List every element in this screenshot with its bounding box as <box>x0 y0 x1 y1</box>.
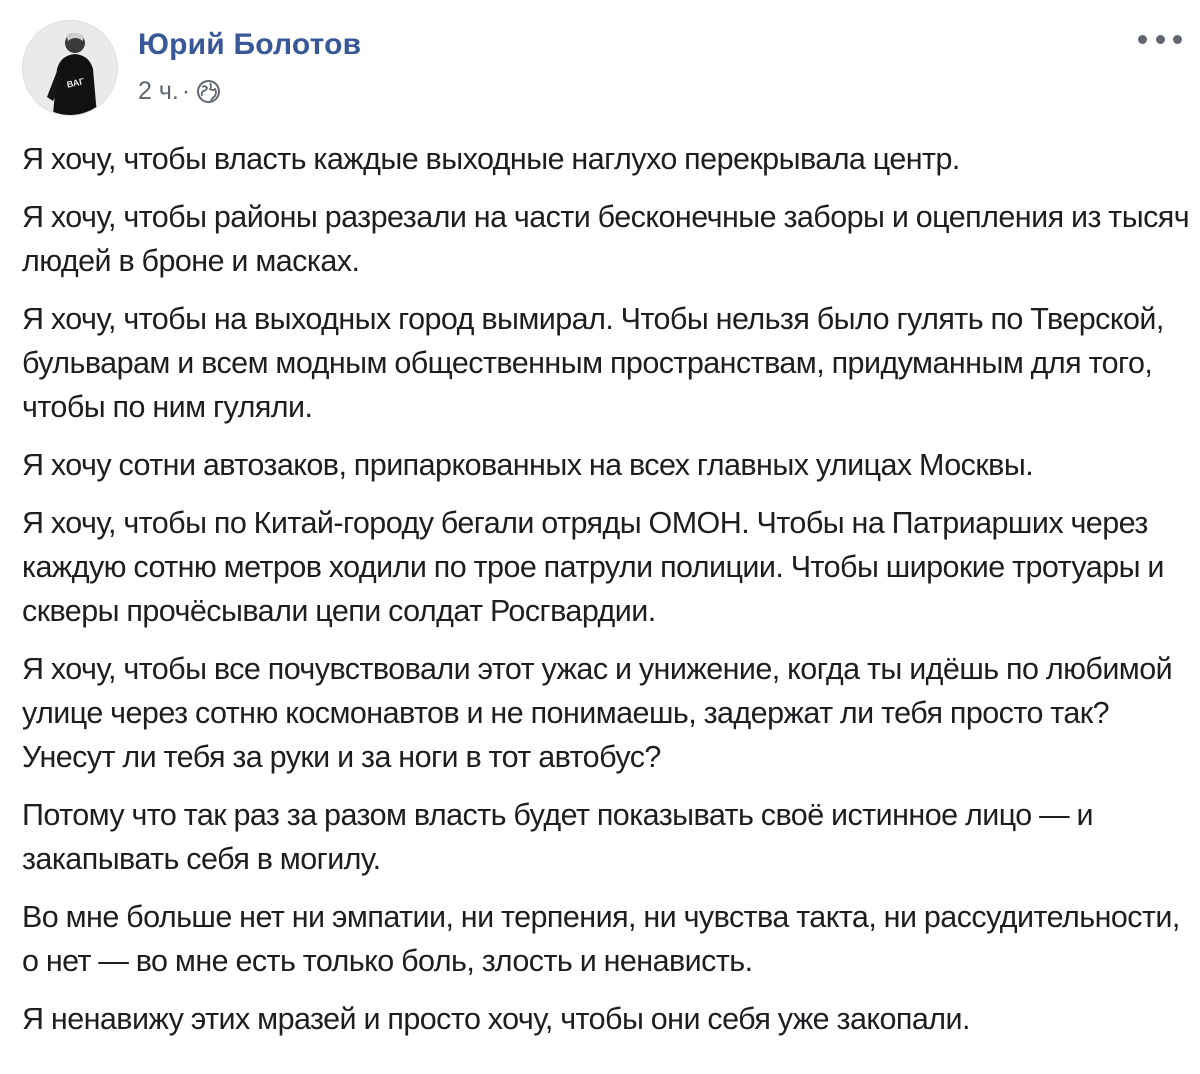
meta-separator: · <box>181 76 191 105</box>
post-paragraph: Я хочу, чтобы все почувствовали этот ужас и унижение, когда ты идёшь по любимой улице через сотню космонавтов и не понимаешь, задержат ли тебя просто так? Унесут ли тебя за руки и за ноги в тот автобус? <box>22 652 1173 774</box>
avatar[interactable] <box>22 20 118 116</box>
avatar-image <box>23 21 117 115</box>
post-paragraph: Во мне больше нет ни эмпатии, ни терпения, ни чувства такта, ни рассудительности, о нет — во мне есть только боль, злость и ненависть. <box>22 900 1180 978</box>
post-paragraph: Потому что так раз за разом власть будет показывать своё истинное лицо — и закапывать себя в могилу. <box>22 798 1093 876</box>
post-paragraph: Я ненавижу этих мразей и просто хочу, чтобы они себя уже закопали. <box>22 1002 970 1036</box>
svg-text:ВАГ: ВАГ <box>65 76 86 90</box>
post-paragraph: Я хочу, чтобы на выходных город вымирал. Чтобы нельзя было гулять по Тверской, бульварам и всем модным общественным пространствам, придуманным для того, чтобы по ним гуляли. <box>22 302 1164 424</box>
more-options-icon[interactable] <box>1138 28 1182 50</box>
globe-icon[interactable] <box>196 79 221 104</box>
dot-icon <box>1156 35 1165 44</box>
dot-icon <box>1138 35 1147 44</box>
author-name-link[interactable]: Юрий Болотов <box>138 28 362 61</box>
post-timestamp[interactable]: 2 ч. <box>138 76 179 105</box>
post-paragraph: Я хочу, чтобы по Китай-городу бегали отряды ОМОН. Чтобы на Патриарших через каждую сотню метров ходили по трое патрули полиции. Чтобы широкие тротуары и скверы прочёсывали цепи солдат Росгвардии. <box>22 506 1164 628</box>
post-paragraph: Я хочу, чтобы власть каждые выходные наглухо перекрывала центр. <box>22 142 960 176</box>
post-meta <box>138 74 221 108</box>
post-paragraph: Я хочу сотни автозаков, припаркованных на всех главных улицах Москвы. <box>22 448 1034 482</box>
post-text <box>22 137 1192 1055</box>
dot-icon <box>1173 35 1182 44</box>
post-header <box>22 20 1182 120</box>
post-paragraph: Я хочу, чтобы районы разрезали на части бесконечные заборы и оцепления из тысяч людей в броне и масках. <box>22 200 1190 278</box>
